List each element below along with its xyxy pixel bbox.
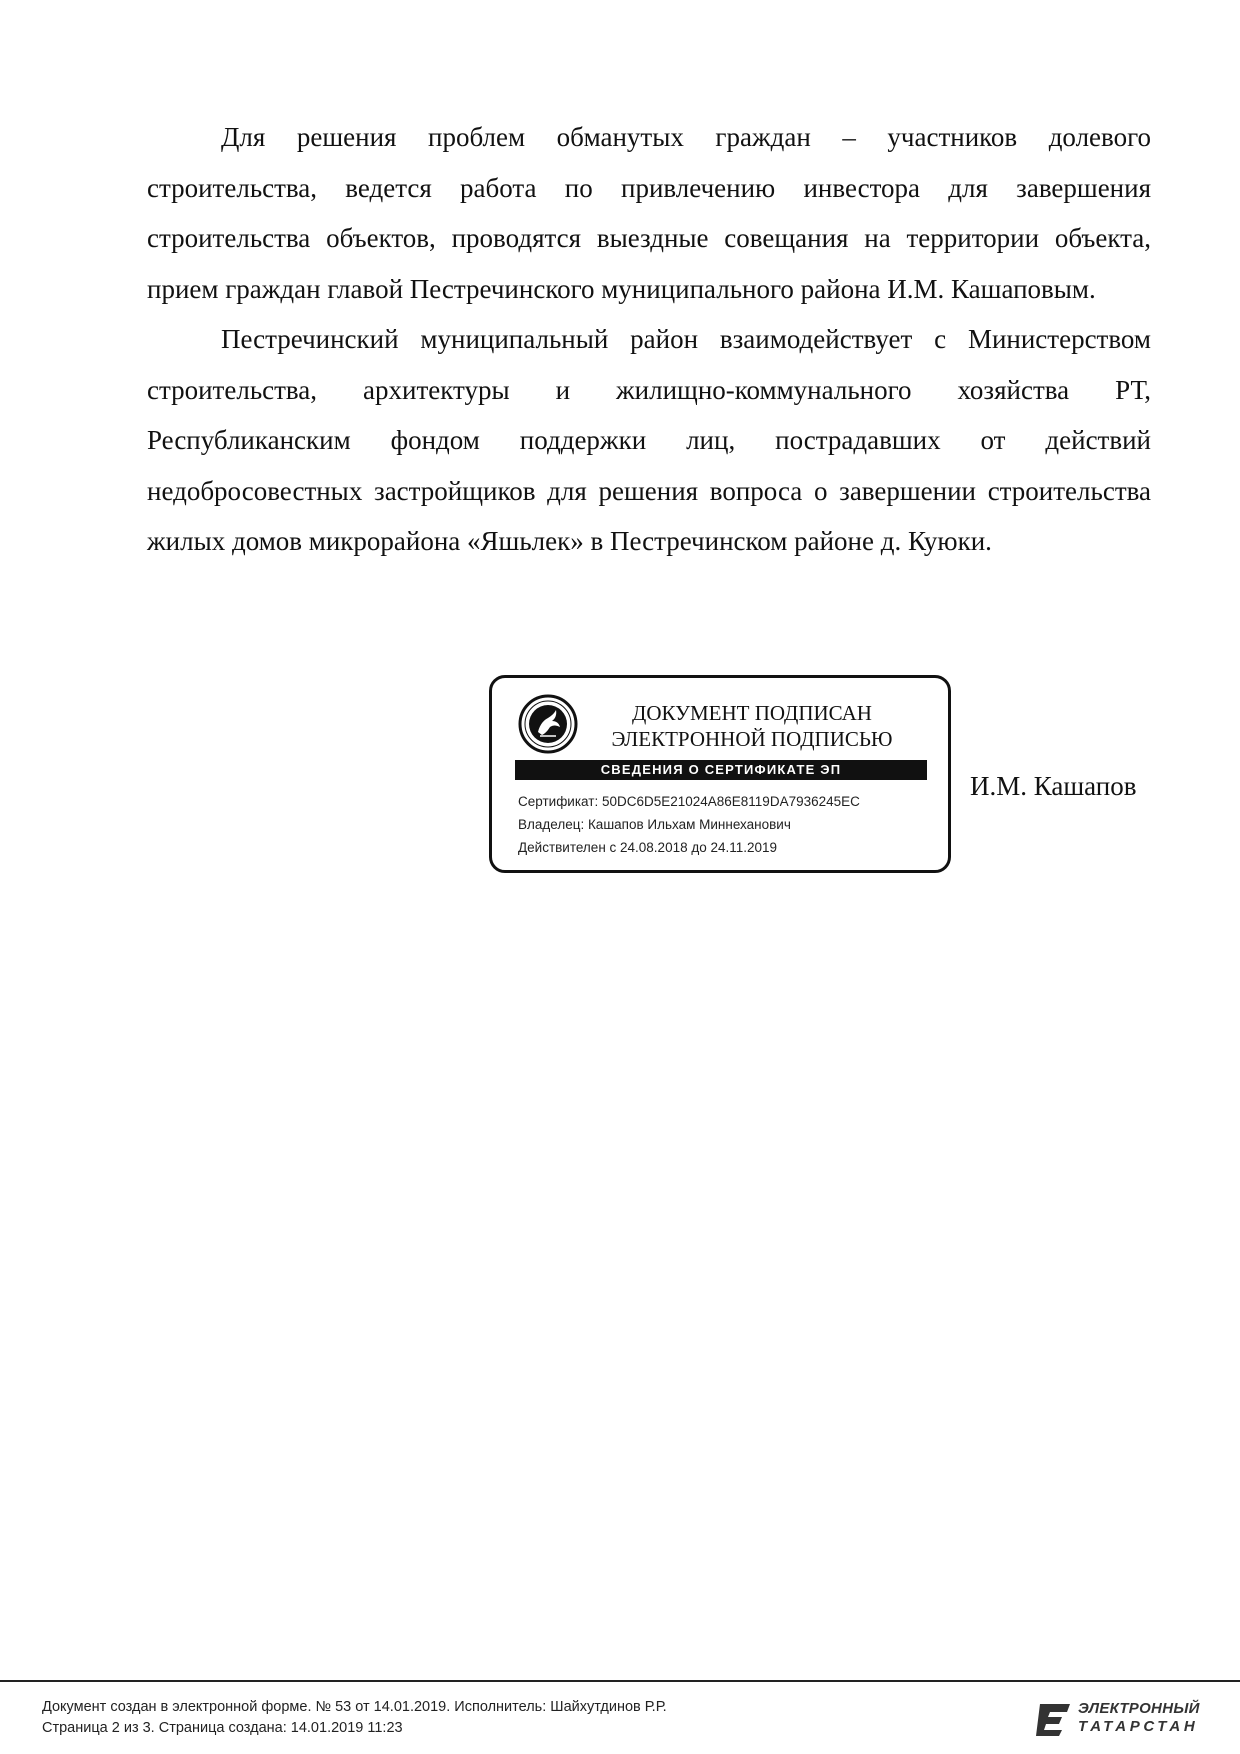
paragraph-1: Для решения проблем обманутых граждан – участников долевого строительства, ведется работа по привлечению инвестора для завершения строительства объектов, проводятся выездные совещания на территории объекта, прием граждан главой Пестречинского муниципального района И.М. Кашаповым. <box>147 122 1151 304</box>
stamp-certificate-details <box>518 790 860 859</box>
stamp-certificate-number: Сертификат: 50DC6D5E21024A86E8119DA7936245EC <box>518 794 860 809</box>
electronic-tatarstan-logo-icon <box>1034 1700 1074 1738</box>
signer-name: И.М. Кашапов <box>970 771 1137 801</box>
stamp-title <box>582 700 922 752</box>
stamp-certificate-header: СВЕДЕНИЯ О СЕРТИФИКАТЕ ЭП <box>515 760 927 780</box>
electronic-tatarstan-logo <box>1034 1698 1200 1740</box>
paragraph-2: Пестречинский муниципальный район взаимодействует с Министерством строительства, архитектуры и жилищно-коммунального хозяйства РТ, Республиканским фондом поддержки лиц, пострадавших от действий недобросовестных застройщиков для решения вопроса о завершении строительства жилых домов микрорайона «Яшьлек» в Пестречинском районе д. Куюки. <box>147 324 1151 556</box>
document-body <box>147 112 1151 567</box>
electronic-signature-stamp <box>489 675 951 873</box>
footer-line-2: Страница 2 из 3. Страница создана: 14.01.2019 11:23 <box>42 1720 403 1736</box>
footer-line-1: Документ создан в электронной форме. № 53 от 14.01.2019. Исполнитель: Шайхутдинов Р.Р. <box>42 1699 667 1715</box>
stamp-owner: Владелец: Кашапов Ильхам Миннеханович <box>518 817 791 832</box>
logo-word-1: ЭЛЕКТРОННЫЙ <box>1078 1700 1200 1717</box>
tatarstan-emblem-icon <box>518 694 578 754</box>
footer-divider <box>0 1680 1240 1682</box>
stamp-validity: Действителен с 24.08.2018 до 24.11.2019 <box>518 840 778 855</box>
stamp-title-line-1: ДОКУМЕНТ ПОДПИСАН <box>632 701 872 725</box>
logo-word-2: ТАТАРСТАН <box>1078 1718 1199 1735</box>
footer-info <box>42 1697 667 1739</box>
stamp-title-line-2: ЭЛЕКТРОННОЙ ПОДПИСЬЮ <box>611 727 893 751</box>
